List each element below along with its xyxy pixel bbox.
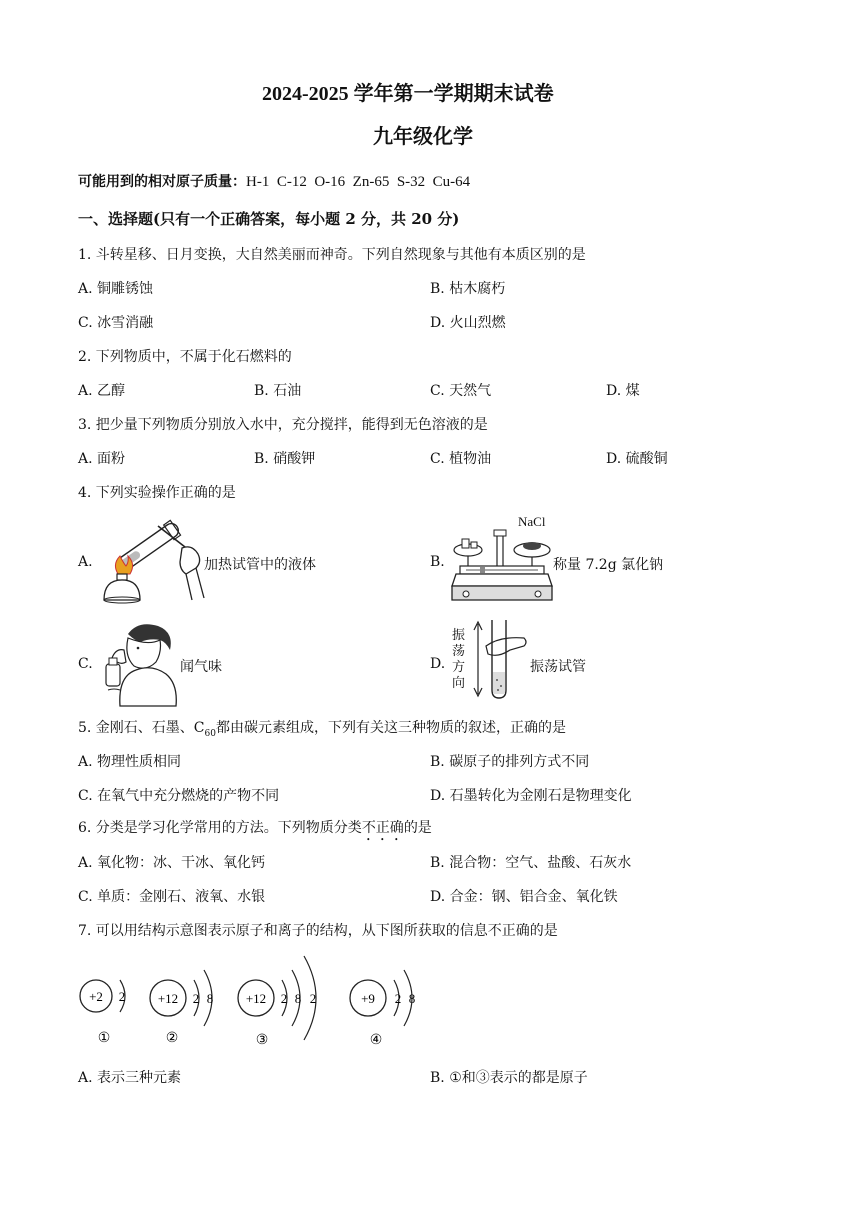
diagram-label: ③ [255, 1033, 269, 1048]
q6-option-b: B. 混合物：空气、盐酸、石灰水 [430, 855, 632, 871]
section-heading: 一、选择题(只有一个正确答案，每小题 2 分，共 20 分) [78, 210, 460, 228]
shake-direction-char: 荡 [452, 644, 466, 659]
shell-electrons: 2 [192, 991, 200, 1006]
smelling-illustration [98, 618, 182, 706]
q4-option-b-caption: 称量 7.2g 氯化钠 [553, 557, 664, 573]
exam-title: 2024-2025 学年第一学期期末试卷 [262, 83, 554, 105]
q4-option-a-letter: A. [78, 554, 93, 570]
diagram-label: ① [97, 1031, 111, 1046]
q4-option-a-caption: 加热试管中的液体 [204, 557, 316, 573]
q6-option-a: A. 氧化物：冰、干冰、氧化钙 [78, 855, 266, 871]
nucleus-charge: +2 [89, 989, 103, 1004]
q5-subscript: 60 [204, 728, 216, 739]
q5-option-c: C. 在氧气中充分燃烧的产物不同 [78, 788, 280, 804]
q4-option-c-letter: C. [78, 656, 93, 672]
heating-test-tube-illustration [96, 512, 208, 608]
q4-option-b-letter: B. [430, 554, 445, 570]
q6-emphasis: 不正确 [361, 820, 404, 836]
q3-option-c: C. 植物油 [430, 451, 492, 467]
nucleus-charge: +12 [245, 991, 267, 1006]
atom-diagram-3 [238, 956, 316, 1048]
question-2-stem: 2. 下列物质中，不属于化石燃料的 [78, 349, 292, 365]
atomic-mass-label: 可能用到的相对原子质量： [78, 174, 246, 190]
q7-option-a: A. 表示三种元素 [78, 1070, 182, 1086]
q6-option-c: C. 单质：金刚石、液氧、水银 [78, 889, 266, 905]
q3-option-a: A. 面粉 [78, 451, 126, 467]
shake-direction-char: 向 [452, 676, 466, 691]
q5-stem-part: 都由碳元素组成，下列有关这三种物质的叙述，正确的是 [215, 720, 566, 736]
question-6-stem [78, 817, 432, 844]
shell-electrons: 2 [118, 989, 126, 1004]
atom-diagram-2 [150, 970, 213, 1046]
q3-option-d: D. 硫酸铜 [606, 451, 668, 467]
nacl-label: NaCl [518, 514, 546, 529]
q4-option-d-caption: 振荡试管 [530, 659, 586, 675]
shell-electrons: 8 [206, 991, 214, 1006]
atomic-structure-diagrams [72, 950, 432, 1050]
shaking-test-tube-illustration [470, 616, 530, 700]
atomic-mass-values: H-1 C-12 O-16 Zn-65 S-32 Cu-64 [246, 174, 471, 190]
atom-diagram-1 [80, 980, 125, 1046]
balance-scale-illustration [452, 512, 554, 608]
shake-direction-char: 振 [452, 628, 466, 643]
question-7-stem: 7. 可以用结构示意图表示原子和离子的结构，从下图所获取的信息不正确的是 [78, 923, 558, 939]
exam-subtitle: 九年级化学 [373, 124, 473, 148]
diagram-label: ② [165, 1031, 179, 1046]
shell-electrons: 2 [394, 991, 402, 1006]
q4-option-d-letter: D. [430, 656, 446, 672]
q1-option-b: B. 枯木腐朽 [430, 281, 506, 297]
q2-option-a: A. 乙醇 [78, 383, 126, 399]
shake-direction-label [452, 628, 468, 692]
diagram-label: ④ [369, 1033, 383, 1048]
q2-option-b: B. 石油 [254, 383, 302, 399]
q5-option-b: B. 碳原子的排列方式不同 [430, 754, 590, 770]
q2-option-d: D. 煤 [606, 383, 640, 399]
question-4-stem: 4. 下列实验操作正确的是 [78, 485, 236, 501]
q4-option-c-caption: 闻气味 [180, 659, 222, 675]
atomic-mass-line [78, 171, 470, 191]
q1-option-a: A. 铜雕锈蚀 [78, 281, 154, 297]
question-3-stem: 3. 把少量下列物质分别放入水中，充分搅拌，能得到无色溶液的是 [78, 417, 488, 433]
question-5-stem [78, 717, 566, 739]
atom-diagram-4 [350, 970, 415, 1048]
q5-option-d: D. 石墨转化为金刚石是物理变化 [430, 788, 632, 804]
q2-option-c: C. 天然气 [430, 383, 492, 399]
q3-option-b: B. 硝酸钾 [254, 451, 316, 467]
q1-option-d: D. 火山烈燃 [430, 315, 506, 331]
flame-icon [115, 556, 132, 574]
shell-electrons: 8 [294, 991, 302, 1006]
q6-stem-part: 6. 分类是学习化学常用的方法。下列物质分类 [78, 820, 362, 836]
shell-electrons: 8 [408, 991, 416, 1006]
q5-option-a: A. 物理性质相同 [78, 754, 182, 770]
q7-option-b: B. ①和③表示的都是原子 [430, 1070, 588, 1086]
q6-option-d: D. 合金：钢、铝合金、氧化铁 [430, 889, 618, 905]
q5-stem-part: 5. 金刚石、石墨、C [78, 720, 205, 736]
nucleus-charge: +9 [361, 991, 375, 1006]
q1-option-c: C. 冰雪消融 [78, 315, 154, 331]
shell-electrons: 2 [280, 991, 288, 1006]
nucleus-charge: +12 [157, 991, 179, 1006]
question-1-stem: 1. 斗转星移、日月变换，大自然美丽而神奇。下列自然现象与其他有本质区别的是 [78, 247, 586, 263]
q6-stem-part: 的是 [403, 820, 432, 836]
shake-direction-char: 方 [452, 660, 466, 675]
shell-electrons: 2 [309, 991, 317, 1006]
bottle-icon [106, 664, 120, 686]
